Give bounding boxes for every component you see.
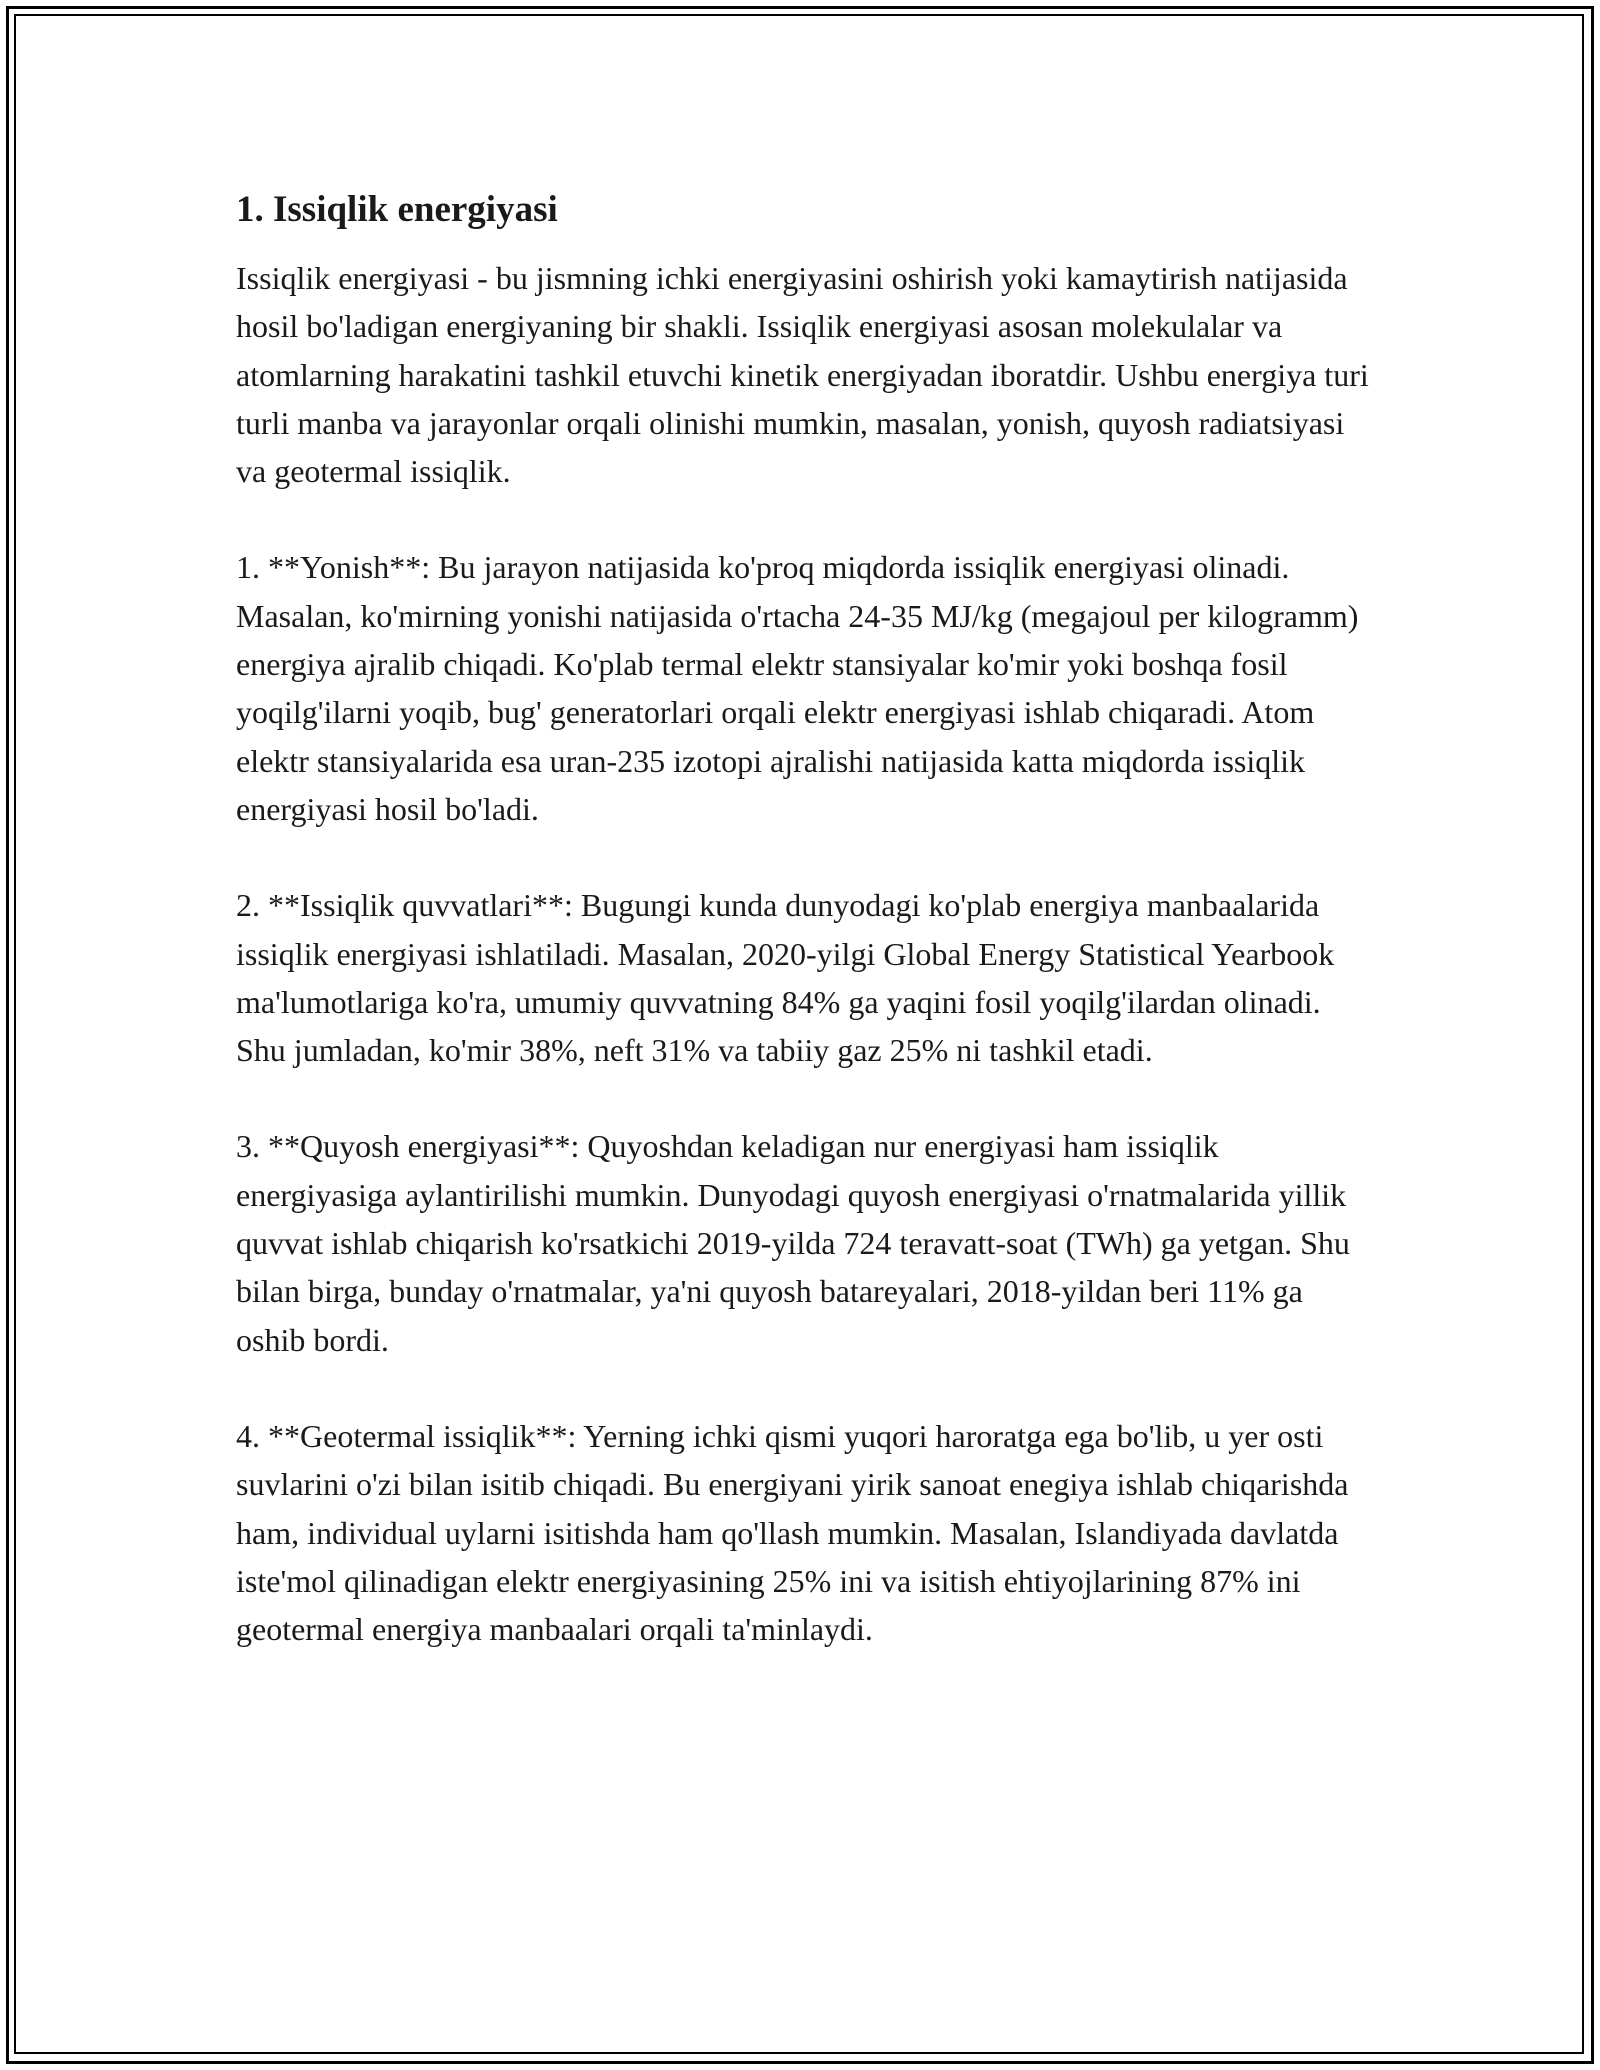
document-title: 1. Issiqlik energiyasi: [236, 189, 558, 230]
paragraph-geotermal-issiqlik: 4. **Geotermal issiqlik**: Yerning ichki qismi yuqori haroratga ega bo'lib, u yer osti suvlarini o'zi bilan isitib chiqadi. Bu energiyani yirik sanoat enegiya ishlab chiqarishda ham, individual uylarni isitishda ham qo'llash mumkin. Masalan, Islandiyada davlatda iste'mol qilinadigan elektr energiyasining 25% ini va isitish ehtiyojlarining 87% ini geotermal energiya manbaalari orqali ta'minlaydi.: [236, 1417, 1349, 1648]
paragraph-issiqlik-quvvatlari: 2. **Issiqlik quvvatlari**: Bugungi kunda dunyodagi ko'plab energiya manbaalarida issiqlik energiyasi ishlatiladi. Masalan, 2020-yilgi Global Energy Statistical Yearbook ma'lumotlariga ko'ra, umumiy quvvatning 84% ga yaqini fosil yoqilg'ilardan olinadi. Shu jumladan, ko'mir 38%, neft 31% va tabiiy gaz 25% ni tashkil etadi.: [236, 887, 1335, 1069]
paragraph-quyosh-energiyasi: 3. **Quyosh energiyasi**: Quyoshdan keladigan nur energiyasi ham issiqlik energiyasiga aylantirilishi mumkin. Dunyodagi quyosh energiyasi o'rnatmalarida yillik quvvat ishlab chiqarish ko'rsatkichi 2019-yilda 724 teravatt-soat (TWh) ga yetgan. Shu bilan birga, bunday o'rnatmalar, ya'ni quyosh batareyalari, 2018-yildan beri 11% ga oshib bordi.: [236, 1128, 1350, 1358]
paragraph-yonish: 1. **Yonish**: Bu jarayon natijasida ko'proq miqdorda issiqlik energiyasi olinadi. Masalan, ko'mirning yonishi natijasida o'rtacha 24-35 MJ/kg (megajoul per kilogramm) energiya ajralib chiqadi. Ko'plab termal elektr stansiyalar ko'mir yoki boshqa fosil yoqilg'ilarni yoqib, bug' generatorlari orqali elektr energiyasi ishlab chiqaradi. Atom elektr stansiyalarida esa uran-235 izotopi ajralishi natijasida katta miqdorda issiqlik energiyasi hosil bo'ladi.: [236, 549, 1359, 827]
document-body: [236, 186, 1370, 1701]
intro-paragraph: Issiqlik energiyasi - bu jismning ichki energiyasini oshirish yoki kamaytirish natijasida hosil bo'ladigan energiyaning bir shakli. Issiqlik energiyasi asosan molekulalar va atomlarning harakatini tashkil etuvchi kinetik energiyadan iboratdir. Ushbu energiya turi turli manba va jarayonlar orqali olinishi mumkin, masalan, yonish, quyosh radiatsiyasi va geotermal issiqlik.: [236, 260, 1369, 490]
